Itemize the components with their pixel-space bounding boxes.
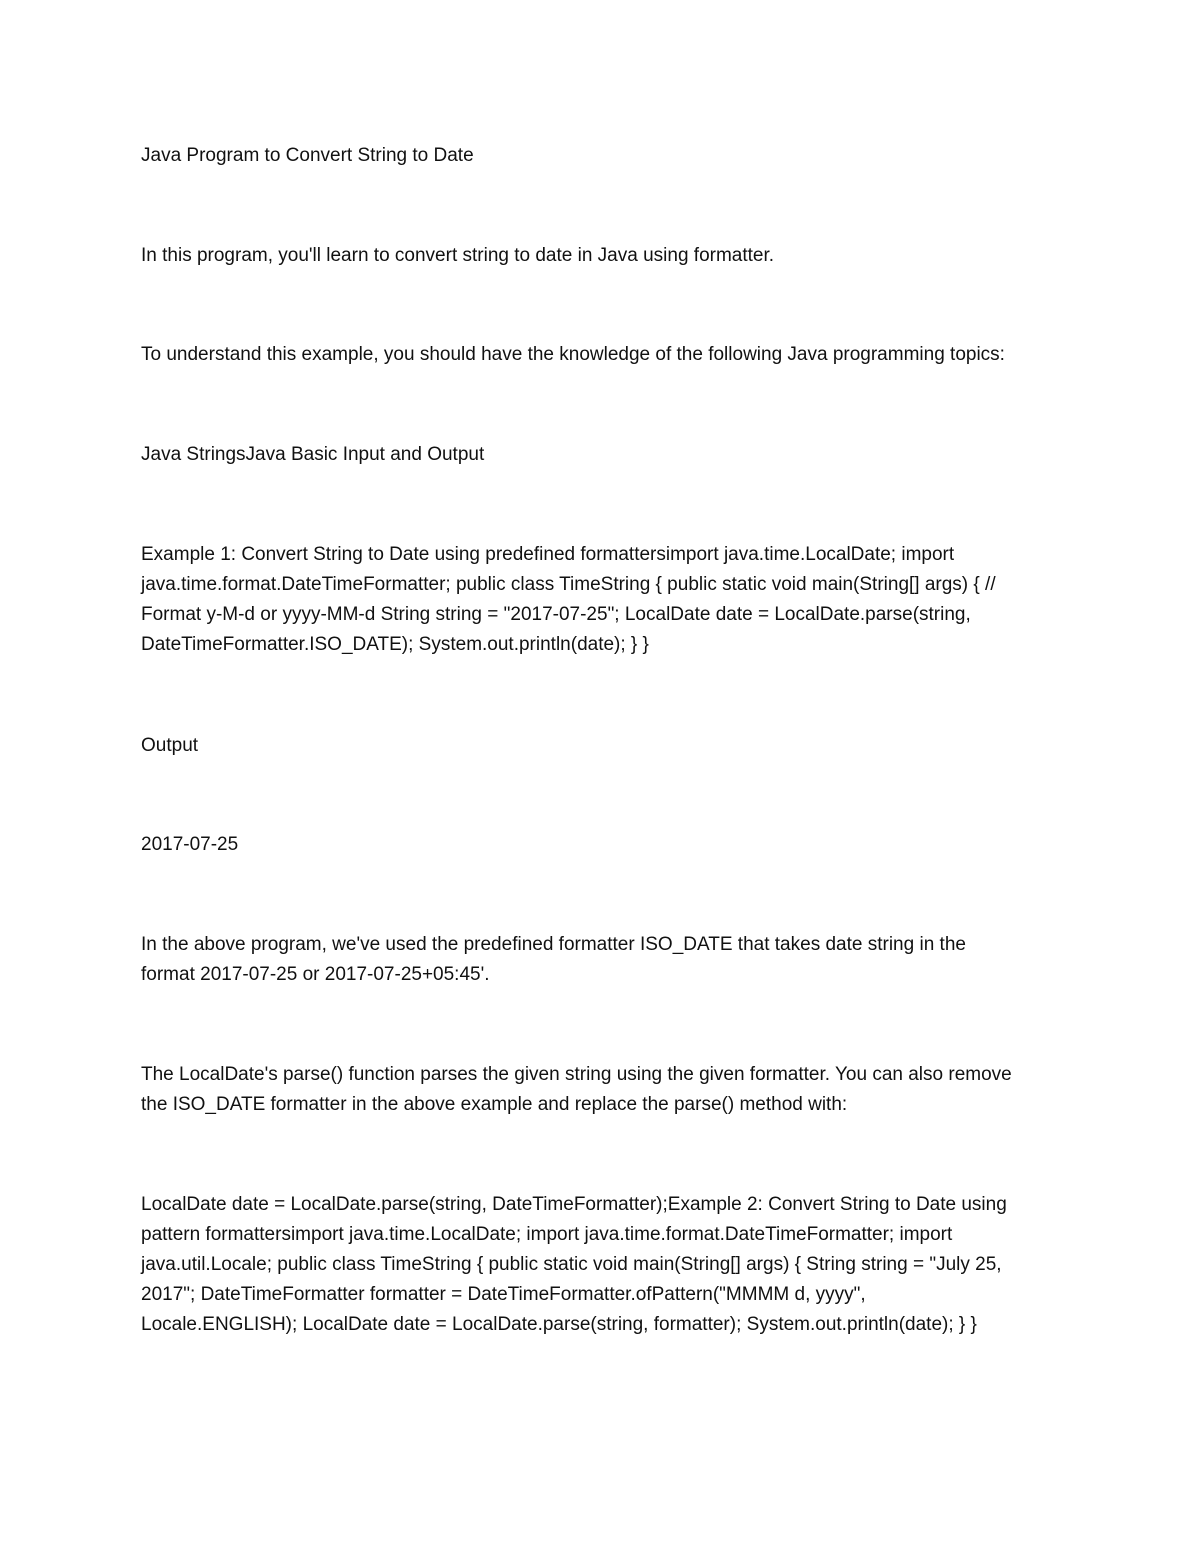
example-1-line: java.time.format.DateTimeFormatter; public class TimeString { public static void main(String[] args) { // <box>141 574 996 595</box>
explanation-1-paragraph <box>141 930 1061 990</box>
explanation-2-line: The LocalDate's parse() function parses the given string using the given formatter. You can also remove <box>141 1064 1012 1085</box>
example-1-line: DateTimeFormatter.ISO_DATE); System.out.println(date); } } <box>141 634 649 655</box>
explanation-1-line: format 2017-07-25 or 2017-07-25+05:45'. <box>141 964 490 985</box>
example-1-line: Format y-M-d or yyyy-MM-d String string = "2017-07-25"; LocalDate date = LocalDate.parse(string, <box>141 604 971 625</box>
prereq-line: To understand this example, you should have the knowledge of the following Java programming topics: <box>141 344 1005 365</box>
output-label: Output <box>141 735 199 756</box>
output-heading <box>141 731 1061 761</box>
prerequisite-paragraph <box>141 340 1061 370</box>
output-value: 2017-07-25 <box>141 834 239 855</box>
explanation-2-line: the ISO_DATE formatter in the above example and replace the parse() method with: <box>141 1094 848 1115</box>
output-value-paragraph <box>141 830 1061 860</box>
title-line: Java Program to Convert String to Date <box>141 145 474 166</box>
example-1-line: Example 1: Convert String to Date using predefined formattersimport java.time.LocalDate; import <box>141 544 955 565</box>
example-1-paragraph <box>141 540 1061 660</box>
document-title <box>141 141 1061 171</box>
example-2-paragraph <box>141 1190 1061 1340</box>
intro-paragraph <box>141 241 1061 271</box>
example-2-line: 2017"; DateTimeFormatter formatter = DateTimeFormatter.ofPattern("MMMM d, yyyy", <box>141 1284 866 1305</box>
topics-line: Java StringsJava Basic Input and Output <box>141 444 485 465</box>
example-2-line: Locale.ENGLISH); LocalDate date = LocalDate.parse(string, formatter); System.out.println(date); } } <box>141 1314 977 1335</box>
example-2-line: java.util.Locale; public class TimeString { public static void main(String[] args) { String string = "July 25, <box>141 1254 1002 1275</box>
explanation-2-paragraph <box>141 1060 1061 1120</box>
intro-line: In this program, you'll learn to convert string to date in Java using formatter. <box>141 245 775 266</box>
topics-paragraph <box>141 440 1061 470</box>
explanation-1-line: In the above program, we've used the predefined formatter ISO_DATE that takes date string in the <box>141 934 966 955</box>
example-2-line: pattern formattersimport java.time.LocalDate; import java.time.format.DateTimeFormatter; import <box>141 1224 953 1245</box>
example-2-line: LocalDate date = LocalDate.parse(string, DateTimeFormatter);Example 2: Convert String to Date using <box>141 1194 1007 1215</box>
